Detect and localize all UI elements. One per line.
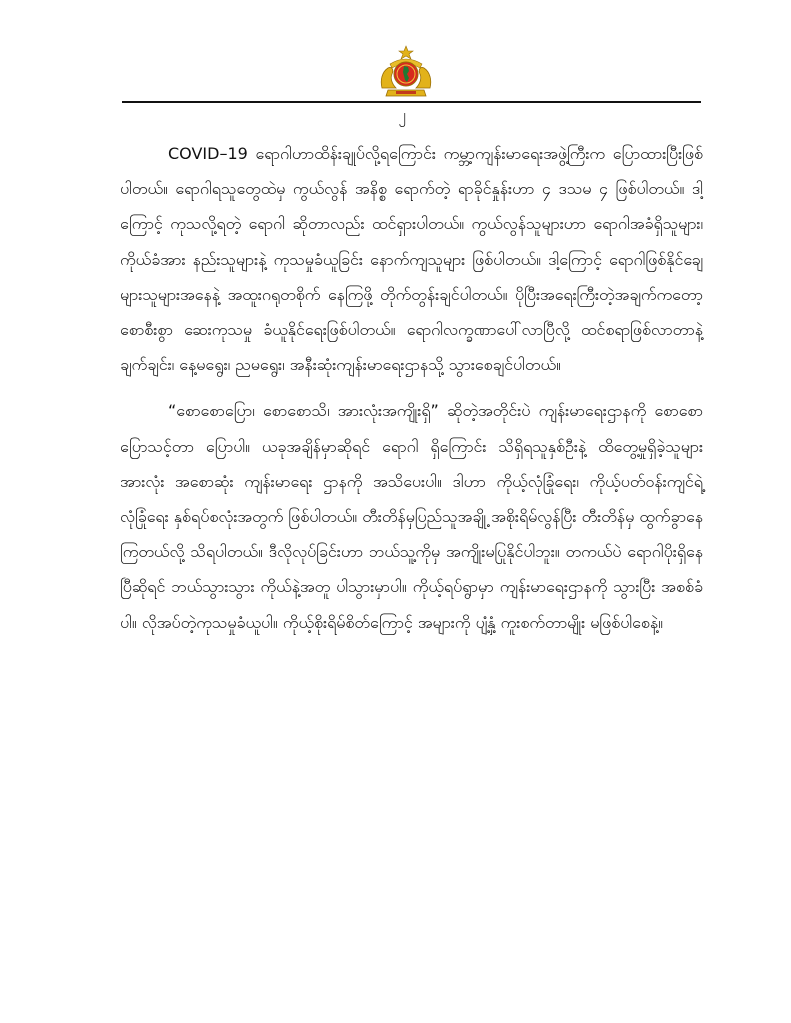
body-text [120,136,703,640]
paragraph-1: COVID–19 ရောဂါဟာထိန်းချုပ်လို့ရကြောင်း ကမ္ဘာ့ကျန်းမာရေးအဖွဲ့ကြီးက ပြောထားပြီးဖြစ်ပါတယ်။ ရောဂါရသူတွေထဲမှ ကွယ်လွန် အနိစ္စ ရောက်တဲ့ ရာခိုင်နှုန်းဟာ ၄ ဒသမ ၄ ဖြစ်ပါတယ်။ ဒါ့ကြောင့် ကုသလို့ရတဲ့ ရောဂါ ဆိုတာလည်း ထင်ရှားပါတယ်။ ကွယ်လွန်သူများဟာ ရောဂါအခံရှိသူများ၊ ကိုယ်ခံအား နည်းသူများနဲ့ ကုသမှုခံယူခြင်း နောက်ကျသူများ ဖြစ်ပါတယ်။ ဒါ့ကြောင့် ရောဂါဖြစ်နိုင်ချေများသူများအနေနဲ့ အထူးဂရုတစိုက် နေကြဖို့ တိုက်တွန်းချင်ပါတယ်။ ပိုပြီးအရေးကြီးတဲ့အချက်ကတော့ စောစီးစွာ ဆေးကုသမှု ခံယူနိုင်ရေးဖြစ်ပါတယ်။ ရောဂါလက္ခဏာပေါ်လာပြီလို့ ထင်စရာဖြစ်လာတာနဲ့ ချက်ချင်း၊ နေ့မရွေး၊ ညမရွေး၊ အနီးဆုံးကျန်းမာရေးဌာနသို့ သွားစေချင်ပါတယ်။ [120,144,703,375]
paragraph-2: “စောစောပြော၊ စောစောသိ၊ အားလုံးအကျိုးရှိ” ဆိုတဲ့အတိုင်းပဲ ကျန်းမာရေးဌာနကို စောစောပြောသင့်တာ ပြောပါ။ ယခုအချိန်မှာဆိုရင် ရောဂါ ရှိကြောင်း သိရှိရသူနှစ်ဦးနဲ့ ထိတွေ့မှုရှိခဲ့သူများအားလုံး အစောဆုံး ကျန်းမာရေး ဌာနကို အသိပေးပါ။ ဒါဟာ ကိုယ့်လုံခြုံရေး၊ ကိုယ့်ပတ်ဝန်းကျင်ရဲ့ လုံခြုံရေး နှစ်ရပ်စလုံးအတွက် ဖြစ်ပါတယ်။ တီးတိန်မှပြည်သူအချို့ အစိုးရိမ်လွန်ပြီး တီးတိန်မှ ထွက်ခွာနေကြတယ်လို့ သိရပါတယ်။ ဒီလိုလုပ်ခြင်းဟာ ဘယ်သူ့ကိုမှ အကျိုးမပြုနိုင်ပါဘူး။ တကယ်ပဲ ရောဂါပိုးရှိနေပြီဆိုရင် ဘယ်သွားသွား ကိုယ်နဲ့အတူ ပါသွားမှာပါ။ ကိုယ့်ရပ်ရွာမှာ ကျန်းမာရေးဌာနကို သွားပြီး အစစ်ခံပါ။ လိုအပ်တဲ့ကုသမှုခံယူပါ။ ကိုယ့်စိုးရိမ်စိတ်ကြောင့် အများကို ပျံ့နှံ့ ကူးစက်တာမျိုး မဖြစ်ပါစေနဲ့။ [120,401,703,632]
header-divider [122,101,701,103]
page-number: ၂ [398,106,406,124]
myanmar-state-seal-icon [376,44,436,100]
